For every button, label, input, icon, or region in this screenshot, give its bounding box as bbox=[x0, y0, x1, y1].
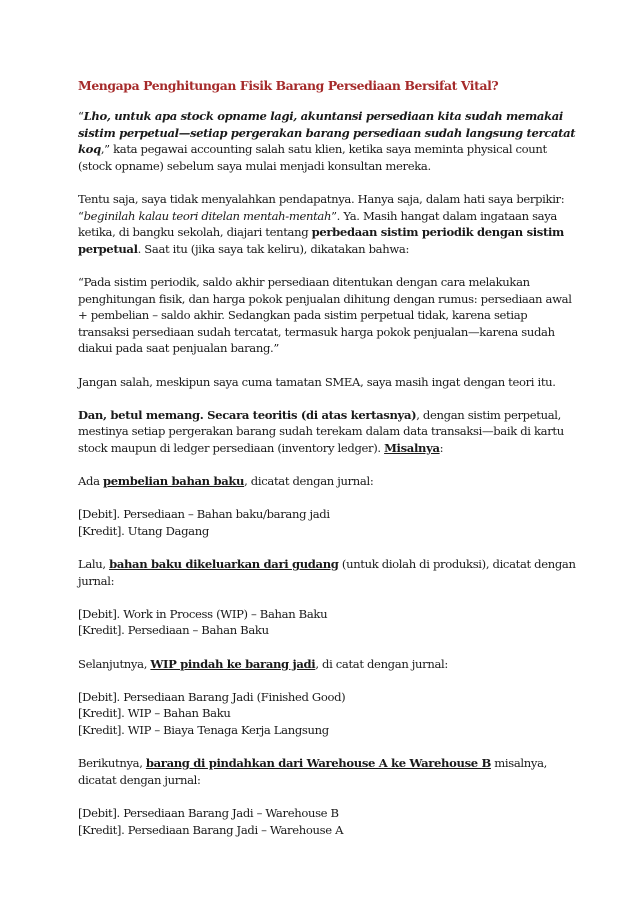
link-pembelian-bahan-baku[interactable]: pembelian bahan baku bbox=[103, 474, 245, 489]
link-wip-pindah[interactable]: WIP pindah ke barang jadi bbox=[150, 656, 316, 671]
journal-entry-purchase: [Debit]. Persediaan – Bahan baku/barang jadi [Kredit]. Utang Dagang bbox=[78, 507, 330, 538]
link-bahan-baku-dikeluarkan[interactable]: bahan baku dikeluarkan dari gudang bbox=[109, 557, 339, 572]
link-misalnya[interactable]: Misalnya bbox=[384, 440, 440, 455]
italic-phrase: beginilah kalau teori ditelan mentah-mentah bbox=[83, 208, 332, 223]
paragraph-author-thought: Tentu saja, saya tidak menyalahkan pendapatnya. Hanya saja, dalam hati saya berpikir: “beginilah kalau teori ditelan mentah-mentah”. Ya. Masih hangat dalam ingataan saya ketika, di bangku sekolah, diajari tentang perbedaan sistim periodik dengan sistim perpetual. Saat itu (jika saya tak keliru), dikatakan bahwa: bbox=[78, 191, 565, 256]
bold-phrase-theoretical: Dan, betul memang. Secara teoritis (di atas kertasnya) bbox=[78, 407, 417, 422]
journal-entry-warehouse: [Debit]. Persediaan Barang Jadi – Warehouse B [Kredit]. Persediaan Barang Jadi – Warehouse A bbox=[78, 805, 344, 837]
paragraph-theory-quote: “Pada sistim periodik, saldo akhir persediaan ditentukan dengan cara melakukan penghitungan fisik, dan harga pokok penjualan dihitung dengan rumus: persediaan awal + pembelian – saldo akhir. Sedangkan pada sistim perpetual tidak, karena setiap transaksi persediaan sudah tercatat, termasuk harga pokok penjualan—karena sudah diakui pada saat penjualan barang.” bbox=[78, 274, 572, 356]
client-quote-text: Lho, untuk apa stock opname lagi, akuntansi persediaan kita sudah memakai sistim perpetual—setiap pergerakan barang persediaan sudah langsung tercatat koq bbox=[78, 109, 576, 157]
journal-entry-wip: [Debit]. Work in Process (WIP) – Bahan Baku [Kredit]. Persediaan – Bahan Baku bbox=[78, 606, 328, 638]
bold-phrase-periodik-perpetual: perbedaan sistim periodik dengan sistim perpetual bbox=[78, 225, 564, 256]
paragraph-wip-transfer: Selanjutnya, WIP pindah ke barang jadi, di catat dengan jurnal: bbox=[78, 656, 448, 671]
paragraph-smea: Jangan salah, meskipun saya cuma tamatan SMEA, saya masih ingat dengan teori itu. bbox=[78, 374, 556, 389]
paragraph-client-quote: “Lho, untuk apa stock opname lagi, akuntansi persediaan kita sudah memakai sistim perpetual—setiap pergerakan barang persediaan sudah langsung tercatat koq,” kata pegawai accounting salah satu klien, ketika saya meminta physical count (stock opname) sebelum saya mulai menjadi konsultan mereka. bbox=[78, 109, 576, 173]
paragraph-theoretical: Dan, betul memang. Secara teoritis (di atas kertasnya), dengan sistim perpetual, mestinya setiap pergerakan barang sudah terekam dalam data transaksi—baik di kartu stock maupun di ledger persediaan (inventory ledger). Misalnya: bbox=[78, 407, 564, 455]
article-title: Mengapa Penghitungan Fisik Barang Persediaan Bersifat Vital? bbox=[78, 78, 499, 93]
journal-entry-finished-good: [Debit]. Persediaan Barang Jadi (Finished Good) [Kredit]. WIP – Bahan Baku [Kredit]. WIP – Biaya Tenaga Kerja Langsung bbox=[78, 689, 346, 737]
link-warehouse-transfer[interactable]: barang di pindahkan dari Warehouse A ke Warehouse B bbox=[145, 756, 491, 771]
paragraph-warehouse-transfer: Berikutnya, barang di pindahkan dari Warehouse A ke Warehouse B misalnya, dicatat dengan jurnal: bbox=[78, 756, 548, 787]
paragraph-material-issue: Lalu, bahan baku dikeluarkan dari gudang (untuk diolah di produksi), dicatat dengan jurnal: bbox=[78, 557, 576, 588]
paragraph-purchase: Ada pembelian bahan baku, dicatat dengan jurnal: bbox=[78, 474, 374, 489]
